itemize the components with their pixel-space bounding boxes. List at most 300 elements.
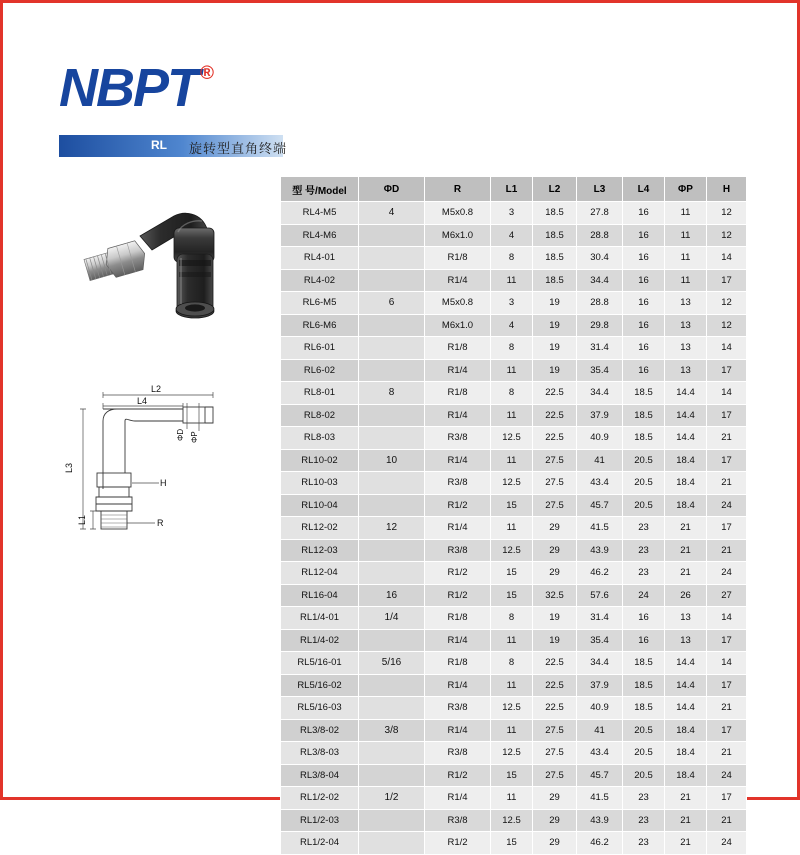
cell-r: R1/4 bbox=[425, 449, 491, 472]
cell-l3: 28.8 bbox=[577, 224, 623, 247]
drawing-label-phi-p: ΦP bbox=[190, 431, 199, 443]
cell-l3: 46.2 bbox=[577, 562, 623, 585]
drawing-label-r: R bbox=[157, 518, 164, 528]
cell-l3: 27.8 bbox=[577, 202, 623, 225]
cell-phi-p: 11 bbox=[665, 269, 707, 292]
cell-l1: 12.5 bbox=[491, 809, 533, 832]
cell-l2: 29 bbox=[533, 832, 577, 855]
cell-h: 17 bbox=[707, 269, 747, 292]
cell-h: 17 bbox=[707, 787, 747, 810]
cell-l4: 16 bbox=[623, 314, 665, 337]
cell-phi-p: 18.4 bbox=[665, 449, 707, 472]
cell-l2: 22.5 bbox=[533, 427, 577, 450]
cell-phi-d bbox=[359, 247, 425, 270]
cell-r: R1/4 bbox=[425, 359, 491, 382]
cell-l3: 43.9 bbox=[577, 539, 623, 562]
cell-l2: 19 bbox=[533, 607, 577, 630]
cell-phi-d bbox=[359, 494, 425, 517]
cell-h: 12 bbox=[707, 202, 747, 225]
cell-phi-p: 18.4 bbox=[665, 719, 707, 742]
cell-l2: 19 bbox=[533, 629, 577, 652]
cell-phi-p: 11 bbox=[665, 247, 707, 270]
cell-l1: 11 bbox=[491, 359, 533, 382]
cell-phi-d: 1/4 bbox=[359, 607, 425, 630]
cell-l4: 16 bbox=[623, 629, 665, 652]
cell-l4: 16 bbox=[623, 269, 665, 292]
table-row bbox=[281, 382, 747, 405]
cell-l1: 12.5 bbox=[491, 427, 533, 450]
cell-l1: 4 bbox=[491, 224, 533, 247]
table-row bbox=[281, 742, 747, 765]
cell-l1: 11 bbox=[491, 719, 533, 742]
cell-model: RL4-M5 bbox=[281, 202, 359, 225]
cell-r: R1/8 bbox=[425, 337, 491, 360]
cell-l4: 16 bbox=[623, 607, 665, 630]
table-row bbox=[281, 314, 747, 337]
cell-l4: 23 bbox=[623, 809, 665, 832]
cell-phi-d bbox=[359, 674, 425, 697]
cell-l1: 11 bbox=[491, 404, 533, 427]
table-row bbox=[281, 427, 747, 450]
cell-h: 14 bbox=[707, 382, 747, 405]
cell-l3: 41.5 bbox=[577, 787, 623, 810]
cell-model: RL3/8-03 bbox=[281, 742, 359, 765]
cell-l2: 22.5 bbox=[533, 652, 577, 675]
cell-phi-d bbox=[359, 269, 425, 292]
cell-phi-d bbox=[359, 539, 425, 562]
cell-r: M6x1.0 bbox=[425, 224, 491, 247]
col-r: R bbox=[425, 177, 491, 202]
specification-table bbox=[280, 176, 746, 855]
cell-l3: 43.4 bbox=[577, 472, 623, 495]
cell-model: RL6-02 bbox=[281, 359, 359, 382]
cell-l3: 46.2 bbox=[577, 832, 623, 855]
cell-l2: 22.5 bbox=[533, 674, 577, 697]
table-row bbox=[281, 629, 747, 652]
cell-model: RL3/8-02 bbox=[281, 719, 359, 742]
cell-l1: 11 bbox=[491, 517, 533, 540]
cell-r: R1/2 bbox=[425, 764, 491, 787]
cell-model: RL10-03 bbox=[281, 472, 359, 495]
cell-l3: 30.4 bbox=[577, 247, 623, 270]
cell-phi-d: 4 bbox=[359, 202, 425, 225]
cell-phi-p: 14.4 bbox=[665, 382, 707, 405]
cell-phi-p: 14.4 bbox=[665, 652, 707, 675]
cell-model: RL5/16-01 bbox=[281, 652, 359, 675]
cell-l1: 8 bbox=[491, 652, 533, 675]
cell-l3: 57.6 bbox=[577, 584, 623, 607]
cell-l2: 18.5 bbox=[533, 269, 577, 292]
cell-l1: 11 bbox=[491, 629, 533, 652]
cell-model: RL8-01 bbox=[281, 382, 359, 405]
cell-h: 17 bbox=[707, 629, 747, 652]
table-row bbox=[281, 202, 747, 225]
cell-l2: 27.5 bbox=[533, 719, 577, 742]
cell-h: 21 bbox=[707, 809, 747, 832]
cell-model: RL1/4-02 bbox=[281, 629, 359, 652]
cell-model: RL12-03 bbox=[281, 539, 359, 562]
cell-phi-p: 26 bbox=[665, 584, 707, 607]
cell-l1: 8 bbox=[491, 337, 533, 360]
cell-l1: 3 bbox=[491, 292, 533, 315]
cell-l3: 35.4 bbox=[577, 359, 623, 382]
cell-r: M5x0.8 bbox=[425, 292, 491, 315]
cell-l1: 12.5 bbox=[491, 539, 533, 562]
cell-r: R3/8 bbox=[425, 742, 491, 765]
cell-l3: 31.4 bbox=[577, 607, 623, 630]
cell-phi-d bbox=[359, 427, 425, 450]
cell-l1: 12.5 bbox=[491, 742, 533, 765]
cell-r: M6x1.0 bbox=[425, 314, 491, 337]
cell-h: 24 bbox=[707, 494, 747, 517]
table-row bbox=[281, 607, 747, 630]
cell-l4: 20.5 bbox=[623, 472, 665, 495]
cell-l3: 43.9 bbox=[577, 809, 623, 832]
cell-h: 27 bbox=[707, 584, 747, 607]
cell-r: R1/4 bbox=[425, 719, 491, 742]
cell-phi-p: 13 bbox=[665, 337, 707, 360]
table-header-row bbox=[281, 177, 747, 202]
cell-r: R1/4 bbox=[425, 787, 491, 810]
cell-r: R1/4 bbox=[425, 517, 491, 540]
cell-l4: 23 bbox=[623, 562, 665, 585]
cell-l2: 22.5 bbox=[533, 404, 577, 427]
cell-l4: 20.5 bbox=[623, 494, 665, 517]
cell-r: R1/8 bbox=[425, 607, 491, 630]
cell-model: RL8-02 bbox=[281, 404, 359, 427]
table-row bbox=[281, 787, 747, 810]
cell-r: R1/4 bbox=[425, 674, 491, 697]
cell-l2: 18.5 bbox=[533, 247, 577, 270]
table-row bbox=[281, 472, 747, 495]
cell-l4: 20.5 bbox=[623, 742, 665, 765]
cell-l4: 20.5 bbox=[623, 719, 665, 742]
cell-phi-d bbox=[359, 809, 425, 832]
cell-r: R1/8 bbox=[425, 652, 491, 675]
technical-drawing bbox=[63, 373, 273, 553]
cell-phi-d: 5/16 bbox=[359, 652, 425, 675]
cell-l3: 41 bbox=[577, 449, 623, 472]
brand-name: NBPT bbox=[59, 58, 198, 118]
cell-r: R1/4 bbox=[425, 269, 491, 292]
cell-h: 21 bbox=[707, 742, 747, 765]
cell-h: 14 bbox=[707, 652, 747, 675]
cell-phi-p: 14.4 bbox=[665, 427, 707, 450]
drawing-label-phi-d: ΦD bbox=[176, 428, 185, 441]
cell-l2: 18.5 bbox=[533, 202, 577, 225]
cell-l4: 18.5 bbox=[623, 674, 665, 697]
cell-phi-d bbox=[359, 629, 425, 652]
cell-h: 14 bbox=[707, 337, 747, 360]
cell-model: RL4-M6 bbox=[281, 224, 359, 247]
cell-l3: 34.4 bbox=[577, 382, 623, 405]
cell-l2: 19 bbox=[533, 337, 577, 360]
cell-r: R1/2 bbox=[425, 494, 491, 517]
cell-l2: 29 bbox=[533, 809, 577, 832]
cell-model: RL10-02 bbox=[281, 449, 359, 472]
table-row bbox=[281, 449, 747, 472]
cell-l4: 23 bbox=[623, 832, 665, 855]
col-l1: L1 bbox=[491, 177, 533, 202]
cell-l3: 31.4 bbox=[577, 337, 623, 360]
cell-l2: 18.5 bbox=[533, 224, 577, 247]
cell-l1: 4 bbox=[491, 314, 533, 337]
cell-phi-d bbox=[359, 697, 425, 720]
cell-h: 21 bbox=[707, 697, 747, 720]
cell-model: RL1/2-02 bbox=[281, 787, 359, 810]
cell-l3: 45.7 bbox=[577, 764, 623, 787]
drawing-label-l1: L1 bbox=[77, 514, 87, 525]
cell-r: R1/4 bbox=[425, 404, 491, 427]
cell-phi-d bbox=[359, 337, 425, 360]
cell-phi-p: 18.4 bbox=[665, 494, 707, 517]
cell-model: RL6-M6 bbox=[281, 314, 359, 337]
cell-l2: 27.5 bbox=[533, 764, 577, 787]
cell-r: R3/8 bbox=[425, 697, 491, 720]
cell-h: 21 bbox=[707, 472, 747, 495]
cell-l4: 20.5 bbox=[623, 764, 665, 787]
cell-l4: 16 bbox=[623, 359, 665, 382]
cell-l2: 27.5 bbox=[533, 472, 577, 495]
table-body bbox=[281, 202, 747, 855]
cell-h: 17 bbox=[707, 449, 747, 472]
table-row bbox=[281, 337, 747, 360]
cell-l3: 29.8 bbox=[577, 314, 623, 337]
registered-trademark-icon: ® bbox=[200, 63, 214, 84]
table-row bbox=[281, 652, 747, 675]
cell-phi-p: 21 bbox=[665, 809, 707, 832]
cell-model: RL10-04 bbox=[281, 494, 359, 517]
cell-h: 12 bbox=[707, 292, 747, 315]
cell-phi-d: 6 bbox=[359, 292, 425, 315]
cell-l4: 16 bbox=[623, 224, 665, 247]
cell-h: 12 bbox=[707, 314, 747, 337]
col-l3: L3 bbox=[577, 177, 623, 202]
table-row bbox=[281, 292, 747, 315]
cell-l1: 15 bbox=[491, 584, 533, 607]
col-model: 型 号/Model bbox=[281, 177, 359, 202]
cell-phi-d bbox=[359, 404, 425, 427]
cell-r: R3/8 bbox=[425, 809, 491, 832]
technical-drawing-svg bbox=[63, 373, 273, 553]
cell-h: 14 bbox=[707, 247, 747, 270]
cell-h: 21 bbox=[707, 539, 747, 562]
cell-model: RL12-04 bbox=[281, 562, 359, 585]
cell-phi-d bbox=[359, 472, 425, 495]
cell-l3: 37.9 bbox=[577, 404, 623, 427]
cell-model: RL12-02 bbox=[281, 517, 359, 540]
cell-r: R1/2 bbox=[425, 832, 491, 855]
table-row bbox=[281, 224, 747, 247]
cell-l1: 11 bbox=[491, 269, 533, 292]
cell-l2: 27.5 bbox=[533, 449, 577, 472]
cell-l2: 27.5 bbox=[533, 742, 577, 765]
cell-r: R1/2 bbox=[425, 584, 491, 607]
table-row bbox=[281, 674, 747, 697]
cell-h: 17 bbox=[707, 719, 747, 742]
table-row bbox=[281, 562, 747, 585]
cell-model: RL16-04 bbox=[281, 584, 359, 607]
cell-h: 24 bbox=[707, 764, 747, 787]
cell-h: 17 bbox=[707, 517, 747, 540]
cell-phi-d bbox=[359, 314, 425, 337]
table-row bbox=[281, 539, 747, 562]
cell-phi-d: 10 bbox=[359, 449, 425, 472]
cell-l1: 11 bbox=[491, 787, 533, 810]
cell-phi-p: 21 bbox=[665, 832, 707, 855]
cell-l4: 18.5 bbox=[623, 382, 665, 405]
table-row bbox=[281, 764, 747, 787]
cell-r: R3/8 bbox=[425, 427, 491, 450]
cell-l4: 16 bbox=[623, 202, 665, 225]
cell-l3: 40.9 bbox=[577, 427, 623, 450]
brand-logo bbox=[59, 58, 214, 118]
cell-l1: 15 bbox=[491, 764, 533, 787]
product-description: 旋转型直角终端 bbox=[189, 141, 288, 156]
spec-table bbox=[280, 176, 747, 855]
cell-phi-d bbox=[359, 764, 425, 787]
table-row bbox=[281, 404, 747, 427]
cell-l3: 34.4 bbox=[577, 652, 623, 675]
cell-model: RL5/16-03 bbox=[281, 697, 359, 720]
cell-l3: 40.9 bbox=[577, 697, 623, 720]
cell-phi-d: 8 bbox=[359, 382, 425, 405]
cell-l4: 16 bbox=[623, 292, 665, 315]
cell-l4: 18.5 bbox=[623, 652, 665, 675]
cell-model: RL4-02 bbox=[281, 269, 359, 292]
cell-h: 17 bbox=[707, 359, 747, 382]
cell-l2: 29 bbox=[533, 517, 577, 540]
cell-l4: 23 bbox=[623, 787, 665, 810]
cell-phi-p: 13 bbox=[665, 314, 707, 337]
cell-l4: 18.5 bbox=[623, 697, 665, 720]
cell-phi-p: 21 bbox=[665, 562, 707, 585]
cell-l4: 23 bbox=[623, 517, 665, 540]
table-row bbox=[281, 719, 747, 742]
cell-l1: 15 bbox=[491, 832, 533, 855]
drawing-label-l4: L4 bbox=[137, 396, 148, 406]
cell-model: RL1/2-03 bbox=[281, 809, 359, 832]
cell-l4: 18.5 bbox=[623, 404, 665, 427]
cell-l3: 28.8 bbox=[577, 292, 623, 315]
table-row bbox=[281, 697, 747, 720]
cell-phi-p: 13 bbox=[665, 359, 707, 382]
cell-l4: 24 bbox=[623, 584, 665, 607]
cell-r: R1/8 bbox=[425, 382, 491, 405]
cell-phi-p: 11 bbox=[665, 224, 707, 247]
col-l2: L2 bbox=[533, 177, 577, 202]
cell-l3: 35.4 bbox=[577, 629, 623, 652]
cell-phi-p: 18.4 bbox=[665, 742, 707, 765]
cell-l4: 23 bbox=[623, 539, 665, 562]
cell-l4: 20.5 bbox=[623, 449, 665, 472]
cell-phi-p: 21 bbox=[665, 539, 707, 562]
cell-phi-p: 13 bbox=[665, 629, 707, 652]
cell-phi-p: 18.4 bbox=[665, 472, 707, 495]
cell-phi-p: 21 bbox=[665, 787, 707, 810]
cell-l3: 45.7 bbox=[577, 494, 623, 517]
cell-phi-d: 3/8 bbox=[359, 719, 425, 742]
cell-r: R1/4 bbox=[425, 629, 491, 652]
cell-phi-d bbox=[359, 832, 425, 855]
col-h: H bbox=[707, 177, 747, 202]
drawing-label-l3: L3 bbox=[64, 462, 74, 473]
cell-phi-p: 14.4 bbox=[665, 697, 707, 720]
table-row bbox=[281, 832, 747, 855]
cell-l2: 22.5 bbox=[533, 697, 577, 720]
cell-model: RL4-01 bbox=[281, 247, 359, 270]
cell-phi-d bbox=[359, 742, 425, 765]
cell-l3: 37.9 bbox=[577, 674, 623, 697]
table-row bbox=[281, 359, 747, 382]
cell-l1: 12.5 bbox=[491, 472, 533, 495]
table-row bbox=[281, 809, 747, 832]
cell-h: 24 bbox=[707, 832, 747, 855]
col-phi-p: ΦP bbox=[665, 177, 707, 202]
cell-l2: 19 bbox=[533, 314, 577, 337]
cell-l3: 41 bbox=[577, 719, 623, 742]
cell-l2: 29 bbox=[533, 539, 577, 562]
cell-h: 14 bbox=[707, 607, 747, 630]
cell-phi-d bbox=[359, 359, 425, 382]
cell-l1: 15 bbox=[491, 562, 533, 585]
cell-phi-p: 18.4 bbox=[665, 764, 707, 787]
cell-h: 21 bbox=[707, 427, 747, 450]
cell-l2: 29 bbox=[533, 562, 577, 585]
cell-r: R1/8 bbox=[425, 247, 491, 270]
cell-l3: 34.4 bbox=[577, 269, 623, 292]
cell-r: R1/2 bbox=[425, 562, 491, 585]
cell-phi-d: 1/2 bbox=[359, 787, 425, 810]
cell-l1: 11 bbox=[491, 449, 533, 472]
cell-l2: 19 bbox=[533, 292, 577, 315]
cell-l1: 8 bbox=[491, 607, 533, 630]
cell-l1: 12.5 bbox=[491, 697, 533, 720]
cell-l1: 8 bbox=[491, 247, 533, 270]
drawing-label-h: H bbox=[160, 478, 167, 488]
cell-phi-p: 14.4 bbox=[665, 404, 707, 427]
cell-h: 17 bbox=[707, 404, 747, 427]
cell-l2: 19 bbox=[533, 359, 577, 382]
cell-model: RL1/2-04 bbox=[281, 832, 359, 855]
product-series-code: RL bbox=[151, 138, 167, 152]
cell-r: R3/8 bbox=[425, 539, 491, 562]
col-phi-d: ΦD bbox=[359, 177, 425, 202]
col-l4: L4 bbox=[623, 177, 665, 202]
cell-l2: 27.5 bbox=[533, 494, 577, 517]
cell-r: R3/8 bbox=[425, 472, 491, 495]
cell-l3: 43.4 bbox=[577, 742, 623, 765]
product-photo bbox=[78, 198, 253, 343]
cell-phi-p: 14.4 bbox=[665, 674, 707, 697]
cell-l1: 11 bbox=[491, 674, 533, 697]
cell-phi-p: 13 bbox=[665, 607, 707, 630]
table-row bbox=[281, 584, 747, 607]
cell-phi-d: 12 bbox=[359, 517, 425, 540]
cell-model: RL8-03 bbox=[281, 427, 359, 450]
cell-phi-p: 21 bbox=[665, 517, 707, 540]
cell-phi-d: 16 bbox=[359, 584, 425, 607]
cell-r: M5x0.8 bbox=[425, 202, 491, 225]
cell-l3: 41.5 bbox=[577, 517, 623, 540]
product-photo-svg bbox=[78, 198, 253, 343]
cell-h: 24 bbox=[707, 562, 747, 585]
cell-phi-p: 11 bbox=[665, 202, 707, 225]
cell-l4: 18.5 bbox=[623, 427, 665, 450]
table-row bbox=[281, 494, 747, 517]
cell-l2: 32.5 bbox=[533, 584, 577, 607]
table-row bbox=[281, 269, 747, 292]
